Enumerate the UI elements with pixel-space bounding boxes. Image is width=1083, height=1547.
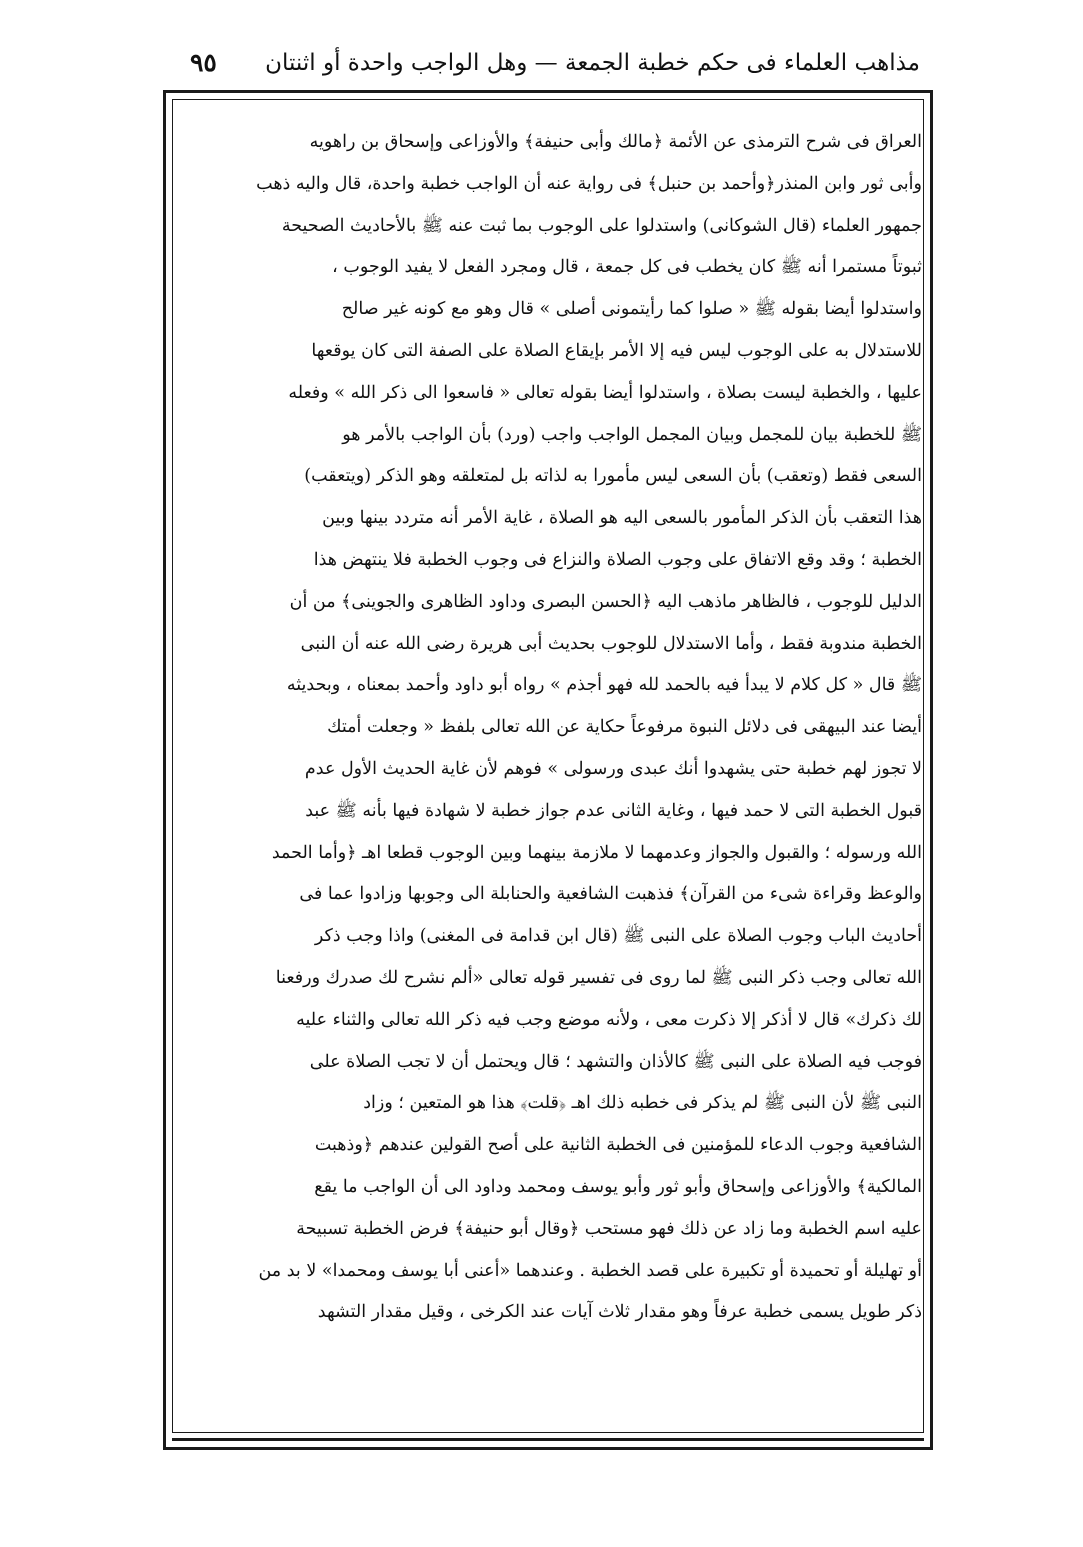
text-line: لا تجوز لهم خطبة حتى يشهدوا أنك عبدى ورسولى » فوهم لأن غاية الحديث الأول عدم xyxy=(304,758,922,779)
text-line: أو تهليلة أو تحميدة أو تكبيرة على قصد الخطبة . وعندهما «أعنى أبا يوسف ومحمدا» لا بد من xyxy=(258,1260,922,1281)
text-line: واستدلوا أيضا بقوله ﷺ « صلوا كما رأيتمونى أصلى » قال وهو مع كونه غير صالح xyxy=(341,299,922,320)
text-line: الخطبة ؛ وقد وقع الاتفاق على وجوب الصلاة والنزاع فى وجوب الخطبة فلا ينتهض هذا xyxy=(313,549,922,570)
text-line: ﷺ للخطبة بيان للمجمل وبيان المجمل الواجب واجب (ورد) بأن الواجب بالأمر هو xyxy=(342,424,922,445)
text-line: جمهور العلماء (قال الشوكانى) واستدلوا على الوجوب بما ثبت عنه ﷺ بالأحاديث الصحيحة xyxy=(281,215,922,236)
text-line: قبول الخطبة التى لا حمد فيها ، وغاية الثانى عدم جواز خطبة لا شهادة فيها بأنه ﷺ عبد xyxy=(305,800,922,821)
header-title: مذاهب العلماء فى حكم خطبة الجمعة — وهل الواجب واحدة أو اثنتان xyxy=(265,50,920,76)
text-line: للاستدلال به على الوجوب ليس فيه إلا الأمر بإيقاع الصلاة على الصفة التى كان يوقعها xyxy=(311,340,922,361)
text-line: العراق فى شرح الترمذى عن الأئمة ﴿مالك وأبى حنيفة﴾ والأوزاعى وإسحاق بن راهويه xyxy=(309,132,922,152)
text-line: الخطبة مندوبة فقط ، وأما الاستدلال للوجوب بحديث أبى هريرة رضى الله عنه أن النبى xyxy=(300,633,922,654)
text-line: والوعظ وقراءة شىء من القرآن﴾ فذهبت الشافعية والحنابلة الى وجوبها وزادوا عما فى xyxy=(299,884,922,905)
bottom-double-rule xyxy=(172,1438,924,1441)
text-line: ذكر طويل يسمى خطبة عرفاً وهو مقدار ثلاث آيات عند الكرخى ، وقيل مقدار التشهد xyxy=(317,1302,922,1323)
text-line: عليه اسم الخطبة وما زاد عن ذلك فهو مستحب ﴿وقال أبو حنيفة﴾ فرض الخطبة تسبيحة xyxy=(296,1218,922,1239)
text-line: أحاديث الباب وجوب الصلاة على النبى ﷺ (قال ابن قدامة فى المغنى) واذا وجب ذكر xyxy=(314,926,922,947)
text-line: الله تعالى وجب ذكر النبى ﷺ لما روى فى تفسير قوله تعالى «ألم نشرح لك صدرك ورفعنا xyxy=(275,967,922,988)
text-line: عليها ، والخطبة ليست بصلاة ، واستدلوا أيضا بقوله تعالى « فاسعوا الى ذكر الله » وفعله xyxy=(288,382,922,403)
page-number: ٩٥ xyxy=(190,48,217,77)
text-line: فوجب فيه الصلاة على النبى ﷺ كالأذان والتشهد ؛ قال ويحتمل أن لا تجب الصلاة على xyxy=(309,1051,922,1072)
text-line: ﷺ قال « كل كلام لا يبدأ فيه بالحمد لله فهو أجذم » رواه أبو داود وأحمد بمعناه ، وبحديثه xyxy=(286,675,922,696)
running-header xyxy=(190,42,920,84)
text-line: هذا التعقب بأن الذكر المأمور بالسعى اليه هو الصلاة ، غاية الأمر أنه متردد بينها وبين xyxy=(322,508,922,529)
text-line: ثبوتاً مستمرا أنه ﷺ كان يخطب فى كل جمعة ، قال ومجرد الفعل لا يفيد الوجوب ، xyxy=(332,257,922,278)
text-line: الله ورسوله ؛ والقبول والجواز وعدمهما لا ملازمة بينهما وبين الوجوب قطعا اهـ ﴿وأما الحمد xyxy=(271,842,922,863)
text-line: النبى ﷺ لأن النبى ﷺ لم يذكر فى خطبه ذلك اهـ ﴿قلت﴾ هذا هو المتعين ؛ وزاد xyxy=(363,1093,922,1114)
text-line: أيضا عند البيهقى فى دلائل النبوة مرفوعاً حكاية عن الله تعالى بلفظ « وجعلت أمتك xyxy=(327,717,922,738)
text-line: المالكية﴾ والأوزاعى وإسحاق وأبو ثور وأبو يوسف ومحمد وداود الى أن الواجب ما يقع xyxy=(314,1176,922,1197)
text-line: السعى فقط (وتعقب) بأن السعى ليس مأمورا به لذاته بل لمتعلقه وهو الذكر (ويتعقب) xyxy=(304,466,922,487)
text-line: الشافعية وجوب الدعاء للمؤمنين فى الخطبة الثانية على أصح القولين عندهم ﴿وذهبت xyxy=(314,1135,922,1156)
body-text xyxy=(192,122,922,1334)
text-line: الدليل للوجوب ، فالظاهر ماذهب اليه ﴿الحسن البصرى وداود الظاهرى والجوينى﴾ من أن xyxy=(289,591,922,612)
text-line: وأبى ثور وابن المنذر﴿وأحمد بن حنبل﴾ فى رواية عنه أن الواجب خطبة واحدة، قال واليه ذهب xyxy=(256,173,922,194)
text-line: لك ذكرك» قال لا أذكر إلا ذكرت معى ، ولأنه موضع وجب فيه ذكر الله تعالى والثناء عليه xyxy=(296,1009,922,1030)
